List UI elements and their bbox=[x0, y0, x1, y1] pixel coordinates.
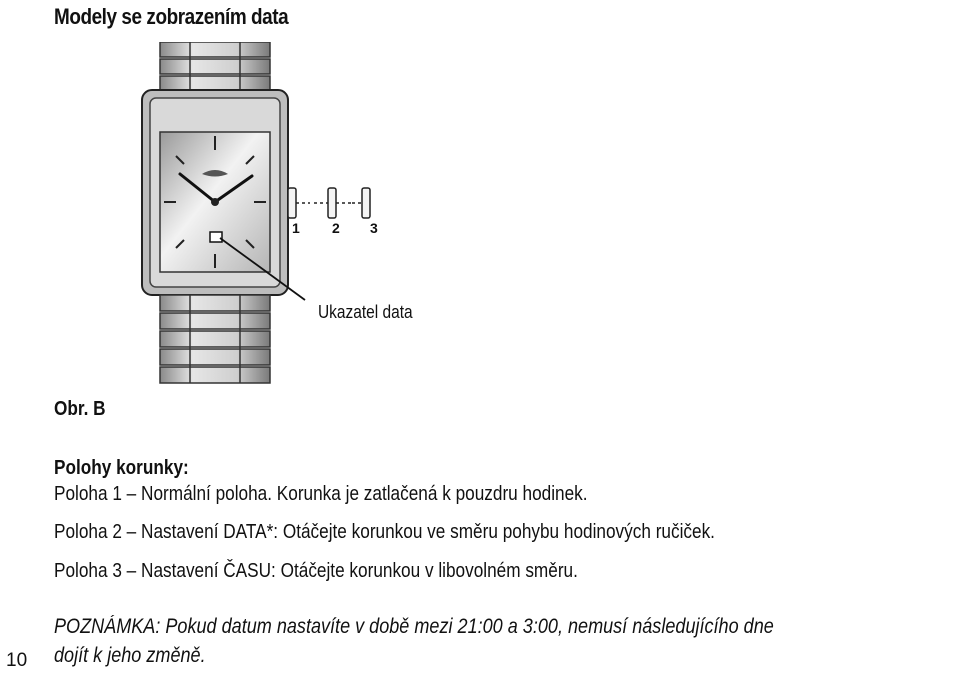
page-number: 10 bbox=[6, 650, 28, 671]
crown-positions-heading: Polohy korunky: bbox=[54, 457, 189, 479]
crown-position-line-2: Poloha 2 – Nastavení DATA*: Otáčejte korunkou ve směru pohybu hodinových ručiček. bbox=[54, 521, 715, 543]
crown-position-label-1: 1 bbox=[292, 220, 300, 236]
crown-position-line-3: Poloha 3 – Nastavení ČASU: Otáčejte korunkou v libovolném směru. bbox=[54, 560, 578, 582]
bracelet-top bbox=[160, 42, 270, 90]
page-title: Modely se zobrazením data bbox=[54, 4, 289, 29]
crown-position-label-2: 2 bbox=[332, 220, 340, 236]
bracelet-bottom bbox=[160, 295, 270, 383]
crown-position-diagram bbox=[288, 188, 370, 218]
crown-position-label-3: 3 bbox=[370, 220, 378, 236]
date-indicator-callout: Ukazatel data bbox=[318, 302, 413, 322]
figure-label: Obr. B bbox=[54, 398, 106, 420]
note-line-1: POZNÁMKA: Pokud datum nastavíte v době mezi 21:00 a 3:00, nemusí následujícího dne bbox=[54, 615, 774, 638]
note-line-2: dojít k jeho změně. bbox=[54, 644, 206, 667]
watch-illustration bbox=[140, 42, 440, 387]
date-window bbox=[210, 232, 222, 242]
crown-position-line-1: Poloha 1 – Normální poloha. Korunka je zatlačená k pouzdru hodinek. bbox=[54, 483, 588, 505]
